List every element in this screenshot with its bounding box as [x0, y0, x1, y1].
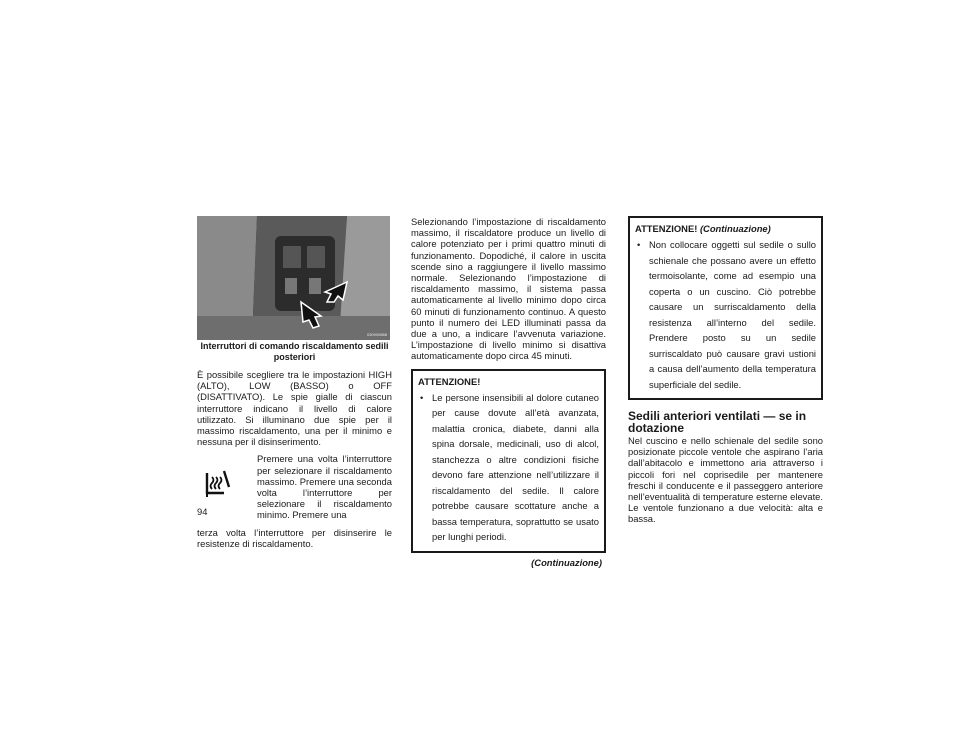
warning-title	[635, 223, 816, 235]
page-number: 94	[197, 506, 208, 517]
bullet-icon: •	[420, 391, 424, 403]
warning-item	[418, 390, 599, 545]
bullet-icon: •	[637, 239, 641, 250]
heater-switch-paragraph-tail: terza volta l’interruttore per disinserire le resistenze di riscaldamento.	[197, 526, 392, 549]
photo-code: 030909888	[366, 332, 387, 337]
warning-title: ATTENZIONE!	[418, 375, 481, 387]
rear-seat-heater-photo	[197, 216, 390, 340]
photo-illustration	[197, 216, 390, 340]
photo-caption: Interruttori di comando riscaldamento sedili posteriori	[200, 341, 389, 362]
ventilated-seats-paragraph: Nel cuscino e nello schienale del sedile sono posizionate piccole ventole che aspirano l’aria dall’abitacolo e immettono aria attraverso i piccoli fori nel coprisedile per mantenere freschi il conducente e il passeggero anteriore nell’eventualità di temperature esterne elevate. Le ventole funzionano a due velocità: alta e bassa.	[628, 435, 823, 525]
heater-switch-paragraph: Premere una volta l’interruttore per selezionare il riscaldamento massimo. Premere una seconda volta l’interruttore per selezionare il riscaldamento minimo. Premere una	[257, 453, 392, 521]
heater-switch-instructions	[197, 453, 392, 549]
seat-heater-icon	[204, 469, 232, 499]
heat-settings-paragraph: È possibile scegliere tra le impostazioni HIGH (ALTO), LOW (BASSO) o OFF (DISATTIVATO). Le spie gialle di ciascun interruttore indicano il livello di calore utilizzato. Si illuminano due spie per il massimo riscaldamento, una per il minimo e nessuna per il disinserimento.	[197, 369, 392, 448]
continued-note: (Continuazione)	[531, 556, 602, 568]
warning-box-continued	[628, 216, 823, 400]
warning-text: Le persone insensibili al dolore cutaneo per cause dovute all’età avanzata, malattia cronica, diabete, danni alla spina dorsale, medicinali, uso di alcol, stanchezza o altre condizioni fisiche devono fare attenzione nell’utilizzare il riscaldamento del sedile. Il calore potrebbe causare scottature anche a bassa temperatura, soprattutto se usato per lunghi periodi.	[432, 391, 599, 543]
left-column	[197, 216, 392, 549]
high-heat-paragraph: Selezionando l’impostazione di riscaldamento massimo, il riscaldatore produce un livello di calore potenziato per i primi quattro minuti di funzionamento. Dopodiché, il calore in uscita scende sino a raggiungere il livello massimo normale. Selezionando l’impostazione di riscaldamento massimo, il sistema passa automaticamente al livello minimo dopo circa 60 minuti di funzionamento continuo. A questo punto il numero dei LED illuminati passa da due a uno, a indicare l’avvenuta variazione. L’impostazione di livello minimo si disattiva automaticamente dopo circa 45 minuti.	[411, 216, 606, 362]
warning-title-text: ATTENZIONE!	[635, 223, 698, 234]
warning-item	[635, 237, 816, 392]
right-column	[628, 216, 823, 525]
middle-column	[411, 216, 606, 568]
section-heading: Sedili anteriori ventilati — se in dotazione	[628, 409, 807, 435]
warning-box	[411, 369, 606, 553]
warning-text: Non collocare oggetti sul sedile o sullo schienale che possano avere un effetto termoisolante, come ad esempio una coperta o un cuscino. Ciò potrebbe causare un surriscaldamento della resistenza all’interno del sedile. Prendere posto su un sedile surriscaldato può causare gravi ustioni a causa dell’aumento della temperatura superficiale del sedile.	[649, 239, 816, 390]
warning-continued-label: (Continuazione)	[699, 223, 771, 234]
